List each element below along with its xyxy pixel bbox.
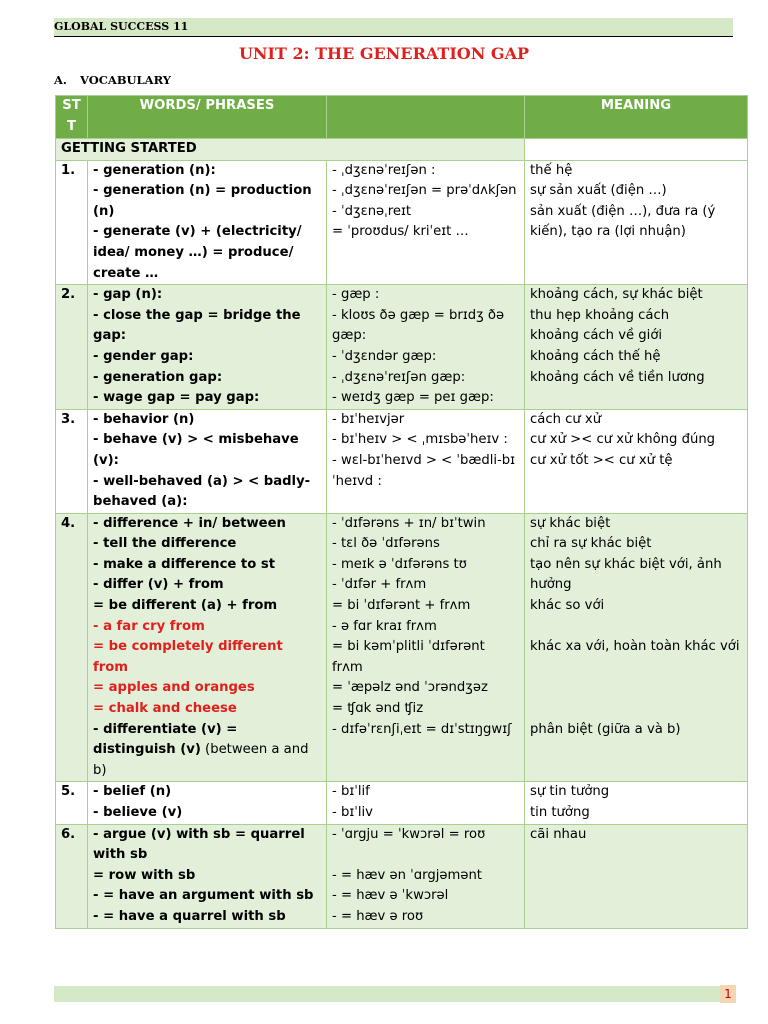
table-row	[56, 824, 748, 928]
meaning-line: sự khác biệt	[530, 515, 611, 531]
word-line: - generation (n):	[93, 162, 216, 178]
section-heading	[54, 73, 171, 87]
ipa-line: - ˈɑrgju = ˈkwɔrəl = roʊ	[332, 826, 486, 842]
ipa-cell	[327, 824, 525, 928]
meaning-line: thế hệ	[530, 162, 573, 178]
group-row	[56, 139, 748, 161]
ipa-line: - bɪˈheɪv > < ˌmɪsbəˈheɪv :	[332, 432, 508, 448]
ipa-line: - bɪˈlif	[332, 784, 370, 800]
word-line: - gender gap:	[93, 348, 194, 364]
ipa-line: - ˈdɪfərəns + ɪn/ bɪˈtwin	[332, 515, 486, 531]
table-row	[56, 160, 748, 285]
ipa-line: - gæp :	[332, 287, 380, 303]
ipa-line: = bi ˈdɪfərənt + frʌm	[332, 598, 471, 614]
words-cell	[88, 513, 327, 782]
word-line: - = have an argument with sb	[93, 888, 314, 904]
ipa-line: - ˌdʒɛnəˈreɪʃən = prəˈdʌkʃən	[332, 183, 517, 199]
ipa-line: = ˈæpəlz ənd ˈɔrəndʒəz	[332, 680, 488, 696]
meaning-line: khác so với	[530, 598, 605, 614]
ipa-line: - kloʊs ðə gæp = brɪdʒ ðə gæp:	[332, 307, 505, 344]
ipa-spacer	[332, 845, 519, 866]
table-row	[56, 409, 748, 513]
unit-title: UNIT 2: THE GENERATION GAP	[238, 44, 530, 63]
word-line: - tell the difference	[93, 536, 237, 552]
word-line-idiom: = be completely different from	[93, 639, 283, 675]
row-number: 1.	[56, 160, 88, 285]
meaning-line: cư xử >< cư xử không đúng	[530, 432, 716, 448]
words-cell	[88, 782, 327, 824]
header-bar	[54, 18, 733, 37]
word-line: - make a difference to st	[93, 556, 276, 572]
ipa-cell	[327, 285, 525, 410]
word-line: - gap (n):	[93, 287, 163, 303]
header-stt: ST T	[56, 96, 88, 139]
vocabulary-table	[55, 95, 748, 929]
group-empty	[525, 139, 748, 161]
ipa-line: - weɪdʒ gæp = peɪ gæp:	[332, 390, 494, 406]
row-number: 3.	[56, 409, 88, 513]
footer-bar	[54, 986, 720, 1002]
page-number: 1	[720, 985, 736, 1003]
meaning-cell	[525, 824, 748, 928]
words-cell	[88, 824, 327, 928]
ipa-line: - = hæv ə ˈkwɔrəl	[332, 888, 449, 904]
meaning-cell	[525, 160, 748, 285]
word-line: - well-behaved (a) > < badly-behaved (a):	[93, 473, 311, 510]
ipa-line: - ˈdɪfər + frʌm	[332, 577, 427, 593]
word-line: = row with sb	[93, 867, 196, 883]
table-row	[56, 513, 748, 782]
word-line: - difference + in/ between	[93, 515, 286, 531]
ipa-line: = bi kəmˈplitli ˈdɪfərənt frʌm	[332, 639, 485, 675]
word-line: - wage gap = pay gap:	[93, 390, 260, 406]
meaning-cell	[525, 285, 748, 410]
ipa-line: = ˈproʊdus/ kriˈeɪt …	[332, 224, 469, 240]
word-note: (between a and b)	[93, 742, 309, 778]
meaning-line: cãi nhau	[530, 826, 587, 842]
word-line: - generation gap:	[93, 369, 223, 385]
meaning-cell	[525, 513, 748, 782]
meaning-line: khoảng cách thế hệ	[530, 348, 661, 364]
word-line: - generation (n) = production (n)	[93, 183, 312, 219]
row-number: 6.	[56, 824, 88, 928]
table-row	[56, 782, 748, 824]
word-line-idiom: = apples and oranges	[93, 680, 255, 696]
meaning-cell	[525, 782, 748, 824]
section-label: VOCABULARY	[80, 73, 171, 87]
ipa-cell	[327, 513, 525, 782]
book-title: GLOBAL SUCCESS 11	[54, 20, 189, 33]
meaning-line: sự sản xuất (điện …)	[530, 183, 667, 199]
meaning-line: khoảng cách về giới	[530, 328, 663, 344]
meaning-spacer	[530, 617, 742, 638]
ipa-line: = ʧɑk ənd ʧiz	[332, 701, 424, 717]
ipa-line: - wɛl-bɪˈheɪvd > < ˈbædli-bɪˈheɪvd :	[332, 452, 516, 489]
ipa-cell	[327, 409, 525, 513]
header-words: WORDS/ PHRASES	[88, 96, 327, 139]
ipa-line: - meɪk ə ˈdɪfərəns tʊ	[332, 556, 467, 572]
meaning-line: tin tưởng	[530, 805, 590, 820]
section-number: A.	[54, 73, 67, 87]
words-cell	[88, 160, 327, 285]
meaning-line: chỉ ra sự khác biệt	[530, 536, 652, 552]
meaning-line: cách cư xử	[530, 411, 602, 427]
word-line: - behave (v) > < misbehave (v):	[93, 432, 299, 468]
table-header-row	[56, 96, 748, 139]
meaning-line: cư xử tốt >< cư xử tệ	[530, 452, 673, 468]
meaning-line: sản xuất (điện …), đưa ra (ý kiến), tạo ra (lợi nhuận)	[530, 203, 716, 240]
meaning-line: khác xa với, hoàn toàn khác với	[530, 639, 740, 655]
ipa-line: - ˌdʒɛnəˈreɪʃən gæp:	[332, 369, 466, 385]
header-ipa	[327, 96, 525, 139]
row-number: 5.	[56, 782, 88, 824]
meaning-line: khoảng cách về tiền lương	[530, 369, 705, 385]
word-line: = be different (a) + from	[93, 598, 278, 614]
table-row	[56, 285, 748, 410]
word-line: - belief (n)	[93, 784, 172, 800]
meaning-cell	[525, 409, 748, 513]
word-line-idiom: = chalk and cheese	[93, 701, 237, 717]
ipa-line: - ə fɑr kraɪ frʌm	[332, 618, 437, 634]
ipa-line: - ˈdʒɛndər gæp:	[332, 348, 437, 364]
word-line: - close the gap = bridge the gap:	[93, 307, 301, 344]
ipa-line: - ˈdʒɛnəˌreɪt	[332, 203, 412, 219]
meaning-spacer	[530, 658, 742, 720]
ipa-line: - = hæv ən ˈɑrgjəmənt	[332, 867, 482, 883]
ipa-line: - dɪfəˈrɛnʃiˌeɪt = dɪˈstɪŋgwɪʃ	[332, 721, 512, 737]
ipa-cell	[327, 160, 525, 285]
word-line: - differ (v) + from	[93, 577, 224, 593]
word-line: - differentiate (v) = distinguish (v)	[93, 721, 238, 758]
meaning-line: thu hẹp khoảng cách	[530, 307, 670, 323]
ipa-line: - tɛl ðə ˈdɪfərəns	[332, 536, 440, 552]
word-line: - generate (v) + (electricity/ idea/ money …) = produce/ create …	[93, 224, 302, 281]
word-line-idiom: - a far cry from	[93, 618, 205, 634]
word-line: - = have a quarrel with sb	[93, 908, 286, 924]
row-number: 2.	[56, 285, 88, 410]
row-number: 4.	[56, 513, 88, 782]
word-line: - argue (v) with sb = quarrel with sb	[93, 826, 305, 863]
ipa-line: - bɪˈheɪvjər	[332, 411, 405, 427]
meaning-line: phân biệt (giữa a và b)	[530, 721, 681, 737]
meaning-line: sự tin tưởng	[530, 784, 610, 800]
group-label: GETTING STARTED	[56, 139, 525, 161]
ipa-cell	[327, 782, 525, 824]
words-cell	[88, 285, 327, 410]
word-line: - behavior (n)	[93, 411, 195, 427]
ipa-line: - = hæv ə roʊ	[332, 908, 424, 924]
ipa-line: - bɪˈliv	[332, 805, 373, 820]
words-cell	[88, 409, 327, 513]
word-line: - believe (v)	[93, 805, 183, 820]
header-meaning: MEANING	[525, 96, 748, 139]
meaning-line: tạo nên sự khác biệt với, ảnh hưởng	[530, 556, 722, 593]
meaning-line: khoảng cách, sự khác biệt	[530, 287, 703, 303]
ipa-line: - ˌdʒɛnəˈreɪʃən :	[332, 162, 436, 178]
